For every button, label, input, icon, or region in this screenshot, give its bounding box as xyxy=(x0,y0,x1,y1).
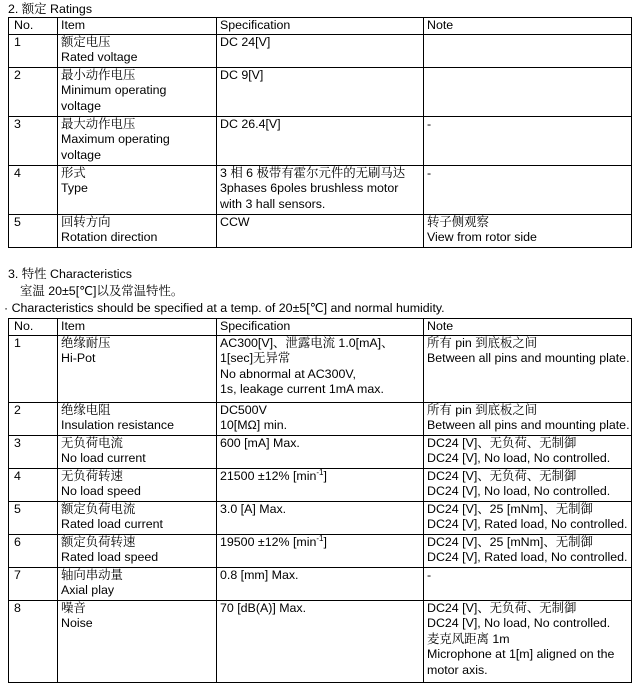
note-line: DC24 [V], No load, No controlled. xyxy=(427,451,611,466)
row-number: 7 xyxy=(9,567,58,600)
note-cell xyxy=(424,501,632,534)
item-cn: 绝缘耐压 xyxy=(61,335,111,350)
spec-line: 600 [mA] Max. xyxy=(220,435,300,450)
spec-line: CCW xyxy=(220,214,250,229)
conditions-note-cn: 室温 20±5[℃]以及常温特性。 xyxy=(20,284,184,298)
spec-cell xyxy=(217,435,424,468)
item-cn: 额定电压 xyxy=(61,34,111,49)
spec-cell xyxy=(217,534,424,567)
row-number: 2 xyxy=(9,402,58,435)
item-en: Maximum operating xyxy=(61,132,170,147)
spec-exponent: -1 xyxy=(316,467,324,477)
spec-line: 0.8 [mm] Max. xyxy=(220,567,299,582)
header-no: No. xyxy=(9,18,58,35)
note-line: DC24 [V]、25 [mNm]、无制御 xyxy=(427,501,593,516)
note-line: DC24 [V], Rated load, No controlled. xyxy=(427,517,628,532)
header-note: Note xyxy=(424,18,632,35)
item-cn: 最小动作电压 xyxy=(61,67,136,82)
note-line: Between all pins and mounting plate. xyxy=(427,418,630,433)
note-cell xyxy=(424,214,632,247)
spec-line: with 3 hall sensors. xyxy=(220,196,326,211)
spec-exponent: -1 xyxy=(316,533,324,543)
note-cell xyxy=(424,165,632,214)
table-header-row xyxy=(9,319,632,336)
note-cell xyxy=(424,34,632,67)
spec-line: DC 9[V] xyxy=(220,67,264,82)
note-cell xyxy=(424,67,632,116)
note-cell xyxy=(424,402,632,435)
note-cell xyxy=(424,335,632,402)
spec-cell xyxy=(217,402,424,435)
spec-bracket: ] xyxy=(323,468,327,483)
table-row xyxy=(9,567,632,600)
table-row xyxy=(9,165,632,214)
note-line: 转子侧观察 xyxy=(427,214,489,229)
spec-line: No abnormal at AC300V, xyxy=(220,366,356,381)
note-cell xyxy=(424,567,632,600)
spec-line xyxy=(220,535,420,551)
item-cn: 额定负荷转速 xyxy=(61,534,136,549)
item-en: Noise xyxy=(61,616,93,631)
table-row xyxy=(9,116,632,165)
row-number: 8 xyxy=(9,600,58,682)
spec-value: 19500 ±12% [min xyxy=(220,534,317,549)
table-row xyxy=(9,402,632,435)
note-line: DC24 [V]、无负荷、无制御 xyxy=(427,435,577,450)
spec-cell xyxy=(217,600,424,682)
characteristics-table xyxy=(8,318,632,683)
table-row xyxy=(9,435,632,468)
table-header-row xyxy=(9,18,632,35)
item-en: Rotation direction xyxy=(61,230,158,245)
spec-cell xyxy=(217,501,424,534)
header-item: Item xyxy=(58,18,217,35)
table-row xyxy=(9,67,632,116)
item-cell xyxy=(58,600,217,682)
note-line: DC24 [V]、无负荷、无制御 xyxy=(427,468,577,483)
row-number: 6 xyxy=(9,534,58,567)
note-line: Between all pins and mounting plate. xyxy=(427,351,630,366)
item-en: voltage xyxy=(61,147,101,162)
spec-cell xyxy=(217,165,424,214)
header-note: Note xyxy=(424,319,632,336)
row-number: 4 xyxy=(9,165,58,214)
item-cell xyxy=(58,534,217,567)
note-cell xyxy=(424,600,632,682)
item-cn: 最大动作电压 xyxy=(61,116,136,131)
spec-line: 3phases 6poles brushless motor xyxy=(220,181,399,196)
spec-cell xyxy=(217,67,424,116)
row-number: 5 xyxy=(9,214,58,247)
spec-line: DC500V xyxy=(220,402,267,417)
item-en: Hi-Pot xyxy=(61,351,96,366)
item-cell xyxy=(58,435,217,468)
item-en: Minimum operating xyxy=(61,83,167,98)
note-cell xyxy=(424,435,632,468)
spec-cell xyxy=(217,567,424,600)
table-row xyxy=(9,335,632,402)
row-number: 1 xyxy=(9,335,58,402)
spec-cell xyxy=(217,468,424,501)
item-cell xyxy=(58,165,217,214)
note-line: - xyxy=(427,116,432,131)
note-line: DC24 [V]、无负荷、无制御 xyxy=(427,600,577,615)
item-en: Rated load current xyxy=(61,517,163,532)
ratings-table xyxy=(8,17,632,248)
item-en: Insulation resistance xyxy=(61,418,174,433)
spec-line: 3.0 [A] Max. xyxy=(220,501,287,516)
item-cn: 回转方向 xyxy=(61,214,111,229)
table-row xyxy=(9,468,632,501)
spec-line: AC300[V]、泄露电流 1.0[mA]、 xyxy=(220,335,394,350)
item-cell xyxy=(58,567,217,600)
note-cell xyxy=(424,468,632,501)
note-line: motor axis. xyxy=(427,662,488,677)
item-en: Rated load speed xyxy=(61,550,159,565)
item-cn: 噪音 xyxy=(61,600,86,615)
item-cn: 额定负荷电流 xyxy=(61,501,136,516)
item-en: Rated voltage xyxy=(61,50,138,65)
spec-line: 1[sec]无异常 xyxy=(220,351,291,366)
spec-line xyxy=(220,469,420,485)
note-line: DC24 [V], No load, No controlled. xyxy=(427,616,611,631)
item-cell xyxy=(58,468,217,501)
note-line: DC24 [V], Rated load, No controlled. xyxy=(427,550,628,565)
item-cell xyxy=(58,34,217,67)
section-2-title: 2. 额定 Ratings xyxy=(8,2,93,16)
note-cell xyxy=(424,534,632,567)
item-en: Axial play xyxy=(61,583,115,598)
table-row xyxy=(9,214,632,247)
row-number: 1 xyxy=(9,34,58,67)
spec-cell xyxy=(217,116,424,165)
note-line: 所有 pin 到底板之间 xyxy=(427,335,538,350)
item-en: No load current xyxy=(61,451,146,466)
table-row xyxy=(9,534,632,567)
item-cell xyxy=(58,501,217,534)
item-cell xyxy=(58,67,217,116)
spec-line: 10[MΩ] min. xyxy=(220,418,288,433)
item-cn: 无负荷转速 xyxy=(61,468,123,483)
row-number: 3 xyxy=(9,116,58,165)
note-line: DC24 [V], No load, No controlled. xyxy=(427,484,611,499)
spec-line: DC 26.4[V] xyxy=(220,116,281,131)
row-number: 5 xyxy=(9,501,58,534)
table-row xyxy=(9,600,632,682)
section-3-title: 3. 特性 Characteristics xyxy=(8,267,132,281)
note-line: 麦克风距离 1m xyxy=(427,631,510,646)
spec-line: DC 24[V] xyxy=(220,34,271,49)
spec-value: 21500 ±12% [min xyxy=(220,468,317,483)
spec-line: 70 [dB(A)] Max. xyxy=(220,600,307,615)
table-row xyxy=(9,501,632,534)
item-cn: 轴向串动量 xyxy=(61,567,123,582)
note-line: DC24 [V]、25 [mNm]、无制御 xyxy=(427,534,593,549)
header-no: No. xyxy=(9,319,58,336)
item-en: No load speed xyxy=(61,484,141,499)
item-cell xyxy=(58,402,217,435)
row-number: 2 xyxy=(9,67,58,116)
note-line: 所有 pin 到底板之间 xyxy=(427,402,538,417)
item-cn: 形式 xyxy=(61,165,86,180)
item-cn: 无负荷电流 xyxy=(61,435,123,450)
item-cell xyxy=(58,214,217,247)
spec-cell xyxy=(217,335,424,402)
item-en: voltage xyxy=(61,98,101,113)
item-cell xyxy=(58,335,217,402)
header-specification: Specification xyxy=(217,18,424,35)
item-cell xyxy=(58,116,217,165)
note-line: Microphone at 1[m] aligned on the xyxy=(427,647,615,662)
spec-cell xyxy=(217,214,424,247)
row-number: 3 xyxy=(9,435,58,468)
note-line: - xyxy=(427,567,432,582)
note-line: - xyxy=(427,165,432,180)
conditions-note-en: · Characteristics should be specified at a temp. of 20±5[℃] and normal humidity. xyxy=(4,301,445,315)
spec-line: 3 相 6 极带有霍尔元件的无刷马达 xyxy=(220,165,406,180)
header-item: Item xyxy=(58,319,217,336)
item-en: Type xyxy=(61,181,88,196)
table-row xyxy=(9,34,632,67)
header-specification: Specification xyxy=(217,319,424,336)
spec-bracket: ] xyxy=(323,534,327,549)
note-line: View from rotor side xyxy=(427,230,537,245)
item-cn: 绝缘电阻 xyxy=(61,402,111,417)
spec-line: 1s, leakage current 1mA max. xyxy=(220,382,384,397)
row-number: 4 xyxy=(9,468,58,501)
note-cell xyxy=(424,116,632,165)
spec-cell xyxy=(217,34,424,67)
